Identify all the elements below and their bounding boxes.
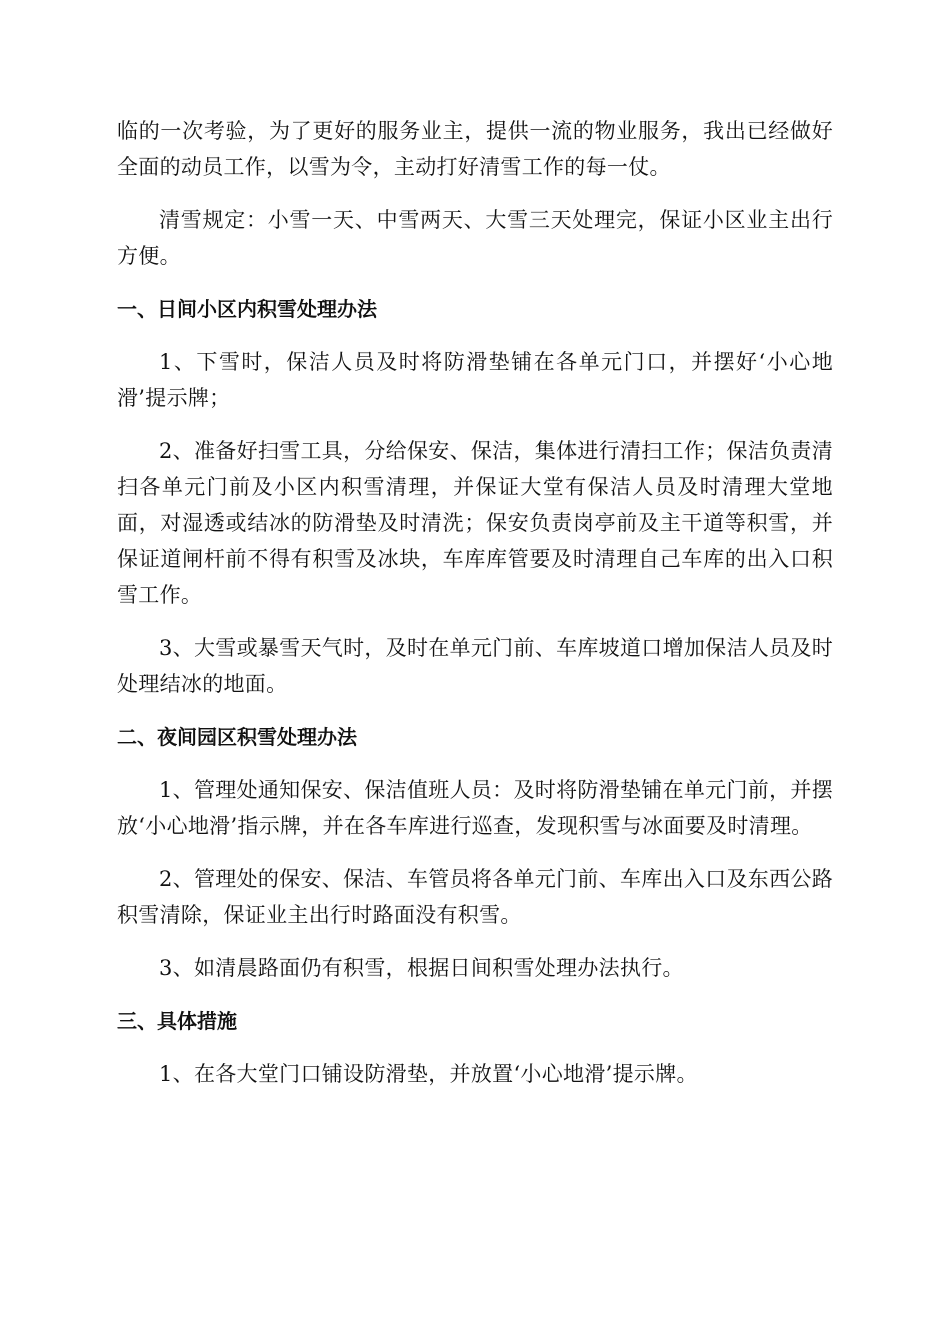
section-heading-measures: 三、具体措施: [117, 1009, 237, 1033]
intro-paragraph: 临的一次考验，为了更好的服务业主，提供一流的物业服务，我出已经做好全面的动员工作，以雪为令，主动打好清雪工作的每一仗。: [117, 119, 833, 179]
day-item-2: 2、准备好扫雪工具，分给保安、保洁，集体进行清扫工作；保洁负责清扫各单元门前及小区内积雪清理，并保证大堂有保洁人员及时清理大堂地面，对湿透或结冰的防滑垫及时清洗；保安负责岗亭前及主干道等积雪，并保证道闸杆前不得有积雪及冰块，车库库管要及时清理自己车库的出入口积雪工作。: [117, 439, 833, 607]
snow-rule-paragraph: 清雪规定：小雪一天、中雪两天、大雪三天处理完，保证小区业主出行方便。: [117, 208, 833, 268]
day-item-1: 1、下雪时，保洁人员及时将防滑垫铺在各单元门口，并摆好‘小心地滑’提示牌；: [117, 350, 833, 410]
day-item-3: 3、大雪或暴雪天气时，及时在单元门前、车库坡道口增加保洁人员及时处理结冰的地面。: [117, 636, 833, 696]
section-heading-night: 二、夜间园区积雪处理办法: [117, 725, 357, 749]
document-page: [117, 113, 833, 1092]
night-item-2: 2、管理处的保安、保洁、车管员将各单元门前、车库出入口及东西公路积雪清除，保证业主出行时路面没有积雪。: [117, 867, 833, 927]
measures-item-1: 1、在各大堂门口铺设防滑垫，并放置‘小心地滑’提示牌。: [159, 1062, 698, 1086]
night-item-3: 3、如清晨路面仍有积雪，根据日间积雪处理办法执行。: [159, 956, 684, 980]
night-item-1: 1、管理处通知保安、保洁值班人员：及时将防滑垫铺在单元门前，并摆放‘小心地滑’指示牌，并在各车库进行巡查，发现积雪与冰面要及时清理。: [117, 778, 833, 838]
section-heading-day: 一、日间小区内积雪处理办法: [117, 297, 377, 321]
